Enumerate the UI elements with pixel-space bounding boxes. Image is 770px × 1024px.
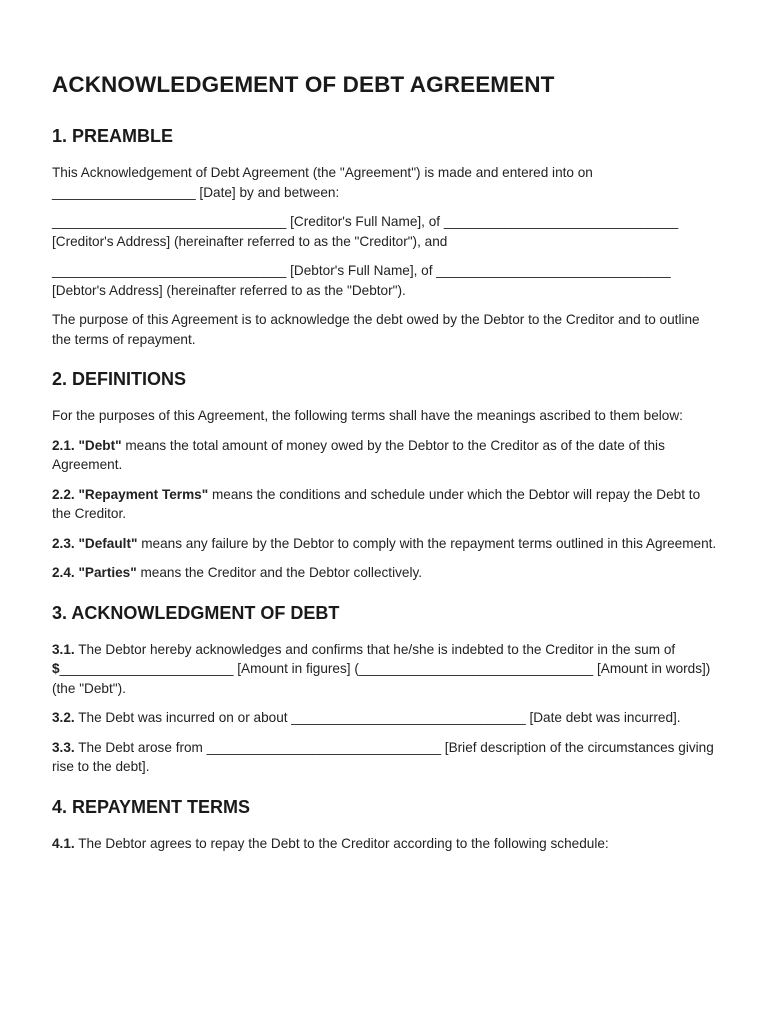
clause-text: The Debtor hereby acknowledges and confirms that he/she is indebted to the Creditor in the sum of bbox=[74, 641, 676, 657]
definition-item bbox=[52, 436, 718, 475]
clause-text: The Debt arose from _______________________________ [Brief description of the circumstances giving rise to the debt]. bbox=[52, 739, 714, 774]
section-heading: 2. DEFINITIONS bbox=[52, 369, 187, 389]
definition-item bbox=[52, 485, 718, 524]
section-preamble bbox=[52, 126, 718, 349]
section-repayment bbox=[52, 797, 718, 854]
clause-text: _______________________ [Amount in figures] (_______________________________ [Amount in words]) (the "Debt"). bbox=[52, 661, 711, 696]
paragraph: This Acknowledgement of Debt Agreement (the "Agreement") is made and entered into on ___________________ [Date] by and between: bbox=[52, 165, 593, 200]
clause-label: 3.2. bbox=[52, 710, 75, 725]
clause-item bbox=[52, 834, 718, 854]
section-heading: 3. ACKNOWLEDGMENT OF DEBT bbox=[52, 602, 340, 623]
clause-text: The Debtor agrees to repay the Debt to the Creditor according to the following schedule: bbox=[74, 835, 609, 851]
definition-item bbox=[52, 563, 718, 583]
clause-label: 2.4. "Parties" bbox=[52, 565, 137, 580]
paragraph: The purpose of this Agreement is to acknowledge the debt owed by the Debtor to the Creditor and to outline the terms of repayment. bbox=[52, 312, 700, 347]
clause-item bbox=[52, 738, 718, 777]
clause-item bbox=[52, 640, 718, 699]
paragraph: For the purposes of this Agreement, the following terms shall have the meanings ascribed to them below: bbox=[52, 408, 683, 423]
clause-text: The Debt was incurred on or about _______________________________ [Date debt was incurred]. bbox=[74, 710, 681, 725]
section-acknowledgment bbox=[52, 603, 718, 777]
section-heading: 1. PREAMBLE bbox=[52, 126, 174, 146]
clause-label: 2.3. "Default" bbox=[52, 535, 138, 551]
document-title: ACKNOWLEDGEMENT OF DEBT AGREEMENT bbox=[52, 72, 555, 97]
paragraph: _______________________________ [Creditor's Full Name], of _______________________________ [Creditor's Address] (hereinafter referred to as the "Creditor"), and bbox=[52, 214, 679, 249]
clause-text: means the conditions and schedule under which the Debtor will repay the Debt to the Creditor. bbox=[52, 486, 701, 521]
clause-text: means the Creditor and the Debtor collectively. bbox=[136, 565, 423, 580]
clause-label: 2.1. "Debt" bbox=[52, 437, 122, 453]
section-heading: 4. REPAYMENT TERMS bbox=[52, 796, 251, 817]
currency-symbol: $ bbox=[52, 661, 60, 676]
clause-text: means the total amount of money owed by the Debtor to the Creditor as of the date of this Agreement. bbox=[52, 437, 665, 472]
paragraph: _______________________________ [Debtor's Full Name], of _______________________________ [Debtor's Address] (hereinafter referred to as the "Debtor"). bbox=[52, 263, 671, 298]
definition-item bbox=[52, 534, 718, 554]
clause-item bbox=[52, 708, 718, 728]
clause-text: means any failure by the Debtor to comply with the repayment terms outlined in this Agreement. bbox=[137, 535, 717, 551]
clause-label: 4.1. bbox=[52, 835, 75, 851]
clause-label: 3.1. bbox=[52, 641, 75, 657]
clause-label: 3.3. bbox=[52, 739, 75, 755]
clause-label: 2.2. "Repayment Terms" bbox=[52, 486, 209, 502]
section-definitions bbox=[52, 369, 718, 583]
